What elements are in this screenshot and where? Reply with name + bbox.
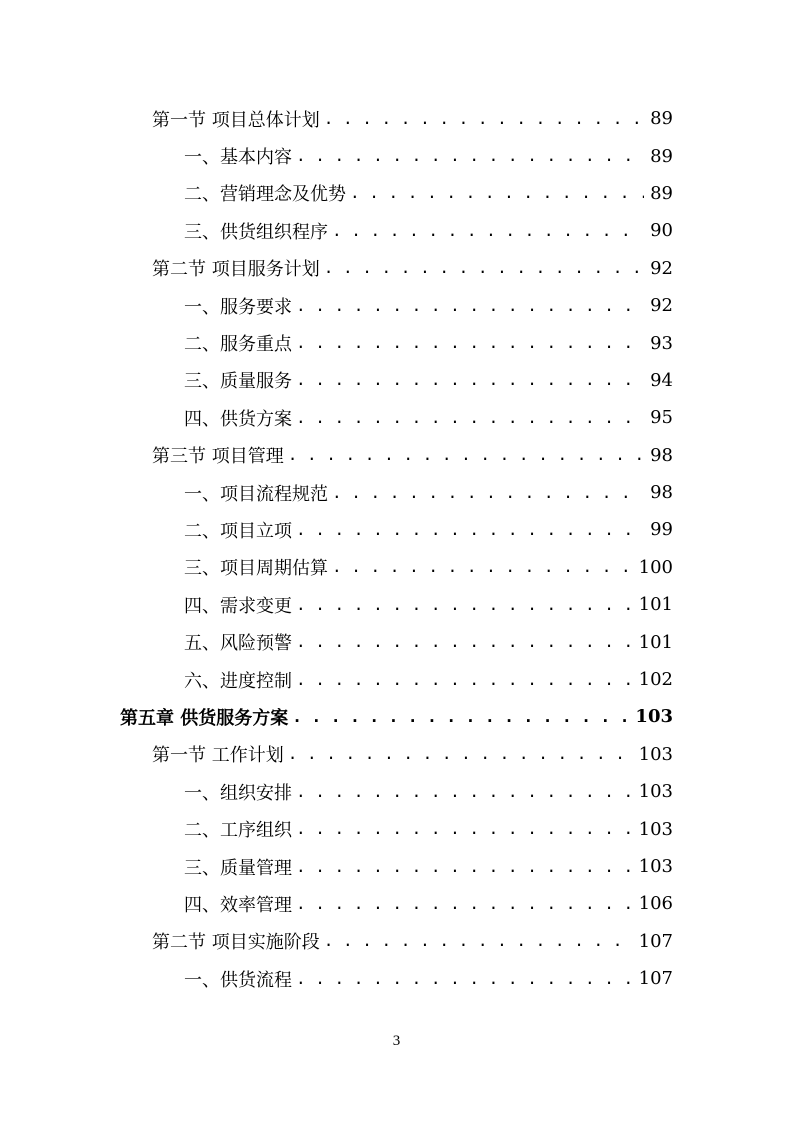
dot-leader bbox=[292, 709, 629, 725]
toc-entry-title: 第三节 项目管理 bbox=[152, 446, 284, 468]
toc-entry-item[interactable] bbox=[0, 474, 673, 511]
toc-entry-title: 第一节 项目总体计划 bbox=[152, 109, 320, 131]
toc-entry-item[interactable] bbox=[0, 623, 673, 660]
toc-entry-title: 四、效率管理 bbox=[184, 894, 292, 916]
toc-entry-page: 94 bbox=[650, 369, 673, 391]
dot-leader bbox=[296, 821, 633, 837]
toc-entry-page: 103 bbox=[638, 818, 673, 840]
toc-entry-title: 二、服务重点 bbox=[184, 334, 292, 356]
toc-entry-section[interactable] bbox=[0, 923, 673, 960]
toc-entry-page: 103 bbox=[638, 781, 673, 803]
dot-leader bbox=[296, 597, 633, 613]
toc-entry-section[interactable] bbox=[0, 250, 673, 287]
toc-entry-title: 第二节 项目服务计划 bbox=[152, 259, 320, 281]
toc-entry-page: 92 bbox=[650, 257, 673, 279]
toc-entry-title: 六、进度控制 bbox=[184, 670, 292, 692]
dot-leader bbox=[296, 335, 644, 351]
toc-entry-page: 95 bbox=[650, 407, 673, 429]
toc-entry-title: 五、风险预警 bbox=[184, 633, 292, 655]
toc-entry-item[interactable] bbox=[0, 287, 673, 324]
toc-entry-page: 103 bbox=[638, 856, 673, 877]
toc-entry-item[interactable] bbox=[0, 212, 673, 249]
toc-entry-section[interactable] bbox=[0, 736, 673, 773]
dot-leader bbox=[296, 896, 633, 912]
dot-leader bbox=[296, 298, 644, 314]
toc-entry-title: 一、供货流程 bbox=[184, 969, 292, 991]
toc-entry-item[interactable] bbox=[0, 137, 673, 174]
dot-leader bbox=[296, 784, 633, 800]
toc-entry-page: 89 bbox=[650, 182, 673, 204]
toc-entry-title: 三、项目周期估算 bbox=[184, 558, 328, 580]
toc-entry-title: 四、需求变更 bbox=[184, 595, 292, 617]
toc-entry-title: 第二节 项目实施阶段 bbox=[152, 932, 320, 954]
dot-leader bbox=[332, 223, 644, 239]
toc-entry-page: 102 bbox=[638, 669, 673, 691]
toc-entry-title: 一、项目流程规范 bbox=[184, 483, 328, 505]
toc-entry-item[interactable] bbox=[0, 511, 673, 548]
toc-entry-title: 一、组织安排 bbox=[184, 782, 292, 804]
toc-entry-title: 四、供货方案 bbox=[184, 408, 292, 430]
dot-leader bbox=[296, 410, 644, 426]
toc-entry-title: 三、供货组织程序 bbox=[184, 221, 328, 243]
toc-entry-title: 三、质量管理 bbox=[184, 857, 292, 879]
toc-entry-page: 92 bbox=[650, 295, 673, 317]
dot-leader bbox=[324, 111, 644, 127]
toc-entry-page: 99 bbox=[650, 519, 673, 541]
toc-entry-page: 101 bbox=[638, 594, 673, 616]
dot-leader bbox=[350, 185, 644, 201]
toc-entry-page: 98 bbox=[650, 482, 673, 504]
toc-entry-page: 93 bbox=[650, 332, 673, 354]
toc-entry-item[interactable] bbox=[0, 960, 673, 997]
toc-entry-item[interactable] bbox=[0, 885, 673, 922]
dot-leader bbox=[324, 260, 644, 276]
toc-entry-item[interactable] bbox=[0, 324, 673, 361]
table-of-contents bbox=[0, 100, 793, 997]
toc-entry-item[interactable] bbox=[0, 848, 673, 885]
toc-entry-page: 107 bbox=[638, 930, 673, 952]
toc-entry-page: 89 bbox=[650, 108, 673, 130]
toc-entry-page: 103 bbox=[638, 743, 673, 765]
toc-entry-title: 第五章 供货服务方案 bbox=[120, 707, 289, 729]
toc-entry-item[interactable] bbox=[0, 399, 673, 436]
toc-entry-title: 二、项目立项 bbox=[184, 520, 292, 542]
dot-leader bbox=[332, 559, 633, 575]
toc-entry-item[interactable] bbox=[0, 810, 673, 847]
toc-entry-item[interactable] bbox=[0, 773, 673, 810]
toc-entry-item[interactable] bbox=[0, 586, 673, 623]
toc-entry-page: 90 bbox=[650, 220, 673, 242]
toc-entry-title: 二、营销理念及优势 bbox=[184, 184, 346, 206]
dot-leader bbox=[324, 933, 633, 949]
toc-entry-page: 107 bbox=[638, 968, 673, 990]
dot-leader bbox=[296, 634, 633, 650]
toc-entry-section[interactable] bbox=[0, 437, 673, 474]
toc-entry-page: 89 bbox=[650, 145, 673, 167]
dot-leader bbox=[296, 522, 644, 538]
toc-entry-title: 一、服务要求 bbox=[184, 296, 292, 318]
dot-leader bbox=[296, 859, 633, 875]
dot-leader bbox=[296, 148, 644, 164]
toc-entry-title: 三、质量服务 bbox=[184, 371, 292, 393]
dot-leader bbox=[288, 746, 633, 762]
toc-entry-title: 一、基本内容 bbox=[184, 147, 292, 169]
toc-entry-chapter[interactable] bbox=[0, 698, 673, 735]
toc-entry-title: 二、工序组织 bbox=[184, 820, 292, 842]
toc-entry-page: 100 bbox=[638, 556, 673, 578]
dot-leader bbox=[332, 485, 644, 501]
toc-entry-section[interactable] bbox=[0, 100, 673, 137]
dot-leader bbox=[288, 447, 644, 463]
toc-entry-page: 98 bbox=[650, 444, 673, 466]
dot-leader bbox=[296, 672, 633, 688]
toc-entry-page: 103 bbox=[635, 706, 673, 728]
toc-entry-item[interactable] bbox=[0, 549, 673, 586]
toc-entry-item[interactable] bbox=[0, 362, 673, 399]
dot-leader bbox=[296, 971, 633, 987]
toc-entry-page: 101 bbox=[638, 631, 673, 653]
toc-entry-item[interactable] bbox=[0, 661, 673, 698]
toc-entry-title: 第一节 工作计划 bbox=[152, 745, 284, 767]
page-number: 3 bbox=[392, 1033, 401, 1049]
dot-leader bbox=[296, 372, 644, 388]
toc-entry-page: 106 bbox=[638, 893, 673, 915]
toc-entry-item[interactable] bbox=[0, 175, 673, 212]
